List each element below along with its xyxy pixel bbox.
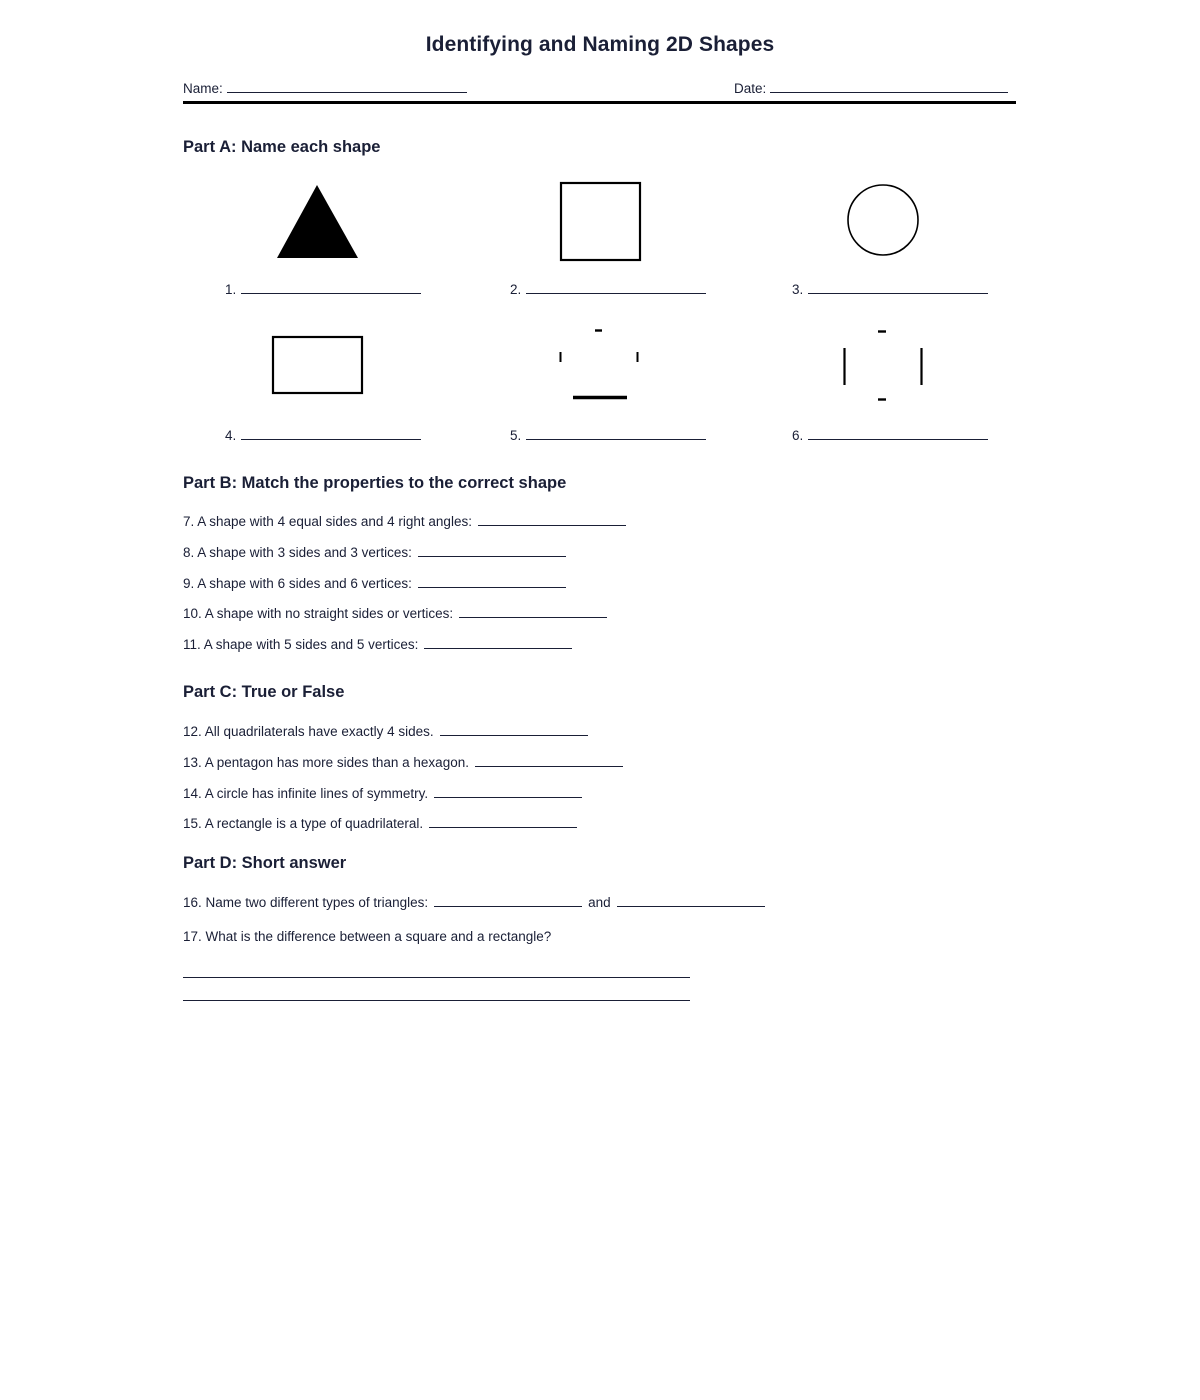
question-blank-10[interactable]: [459, 605, 607, 618]
shape-figure-hexagon: [830, 323, 1030, 413]
answer-number-4: 4.: [225, 428, 237, 443]
answer-blank-3[interactable]: [808, 281, 988, 294]
rectangle-icon: [260, 330, 460, 420]
question-text-15: 15. A rectangle is a type of quadrilateral.: [183, 816, 424, 831]
question-text-9: 9. A shape with 6 sides and 6 vertices:: [183, 576, 412, 591]
answer-blank-6[interactable]: [808, 427, 988, 440]
answer-writing-line-2[interactable]: [183, 1000, 690, 1001]
answer-blank-2[interactable]: [526, 281, 706, 294]
question-text-7: 7. A shape with 4 equal sides and 4 right angles:: [183, 514, 472, 529]
question-item-9: [183, 575, 566, 591]
question-blank-16a[interactable]: [434, 894, 582, 907]
question-item-15: [183, 815, 577, 831]
question-item-13: [183, 754, 623, 770]
question-text-12: 12. All quadrilaterals have exactly 4 sides.: [183, 724, 434, 739]
shape-figure-triangle: [260, 178, 460, 268]
question-item-7: [183, 513, 626, 529]
part-c-heading: Part C: True or False: [183, 683, 345, 701]
question-blank-14[interactable]: [434, 785, 582, 798]
question-blank-16b[interactable]: [617, 894, 765, 907]
question-text-8: 8. A shape with 3 sides and 3 vertices:: [183, 545, 412, 560]
answer-blank-4[interactable]: [241, 427, 421, 440]
shape-figure-circle: [830, 178, 1030, 268]
question-item-8: [183, 544, 566, 560]
question-item-11: [183, 636, 572, 652]
shape-figure-rectangle: [260, 330, 460, 420]
question-blank-12[interactable]: [440, 723, 588, 736]
question-blank-11[interactable]: [424, 636, 572, 649]
part-a-heading: Part A: Name each shape: [183, 138, 381, 156]
shape-figure-pentagon: [545, 323, 745, 413]
answer-slot-1[interactable]: [225, 281, 421, 297]
question-text-11: 11. A shape with 5 sides and 5 vertices:: [183, 637, 419, 652]
question-item-16: [183, 894, 765, 910]
answer-writing-line-1[interactable]: [183, 977, 690, 978]
question-item-17: [183, 929, 557, 944]
date-label: Date:: [734, 81, 767, 96]
answer-blank-1[interactable]: [241, 281, 421, 294]
answer-number-3: 3.: [792, 282, 804, 297]
question-text-14: 14. A circle has infinite lines of symmetry.: [183, 786, 429, 801]
question-item-10: [183, 605, 607, 621]
circle-icon: [830, 178, 1030, 268]
answer-number-1: 1.: [225, 282, 237, 297]
answer-number-6: 6.: [792, 428, 804, 443]
answer-slot-6[interactable]: [792, 427, 988, 443]
square-icon: [545, 178, 745, 268]
part-d-heading: Part D: Short answer: [183, 854, 347, 872]
shape-figure-square: [545, 178, 745, 268]
answer-number-2: 2.: [510, 282, 522, 297]
part-b-heading: Part B: Match the properties to the correct shape: [183, 474, 567, 492]
answer-blank-5[interactable]: [526, 427, 706, 440]
question-text-17: 17. What is the difference between a square and a rectangle?: [183, 929, 552, 944]
answer-slot-4[interactable]: [225, 427, 421, 443]
question-blank-9[interactable]: [418, 575, 566, 588]
question-item-14: [183, 785, 582, 801]
question-blank-7[interactable]: [478, 513, 626, 526]
question-text-13: 13. A pentagon has more sides than a hexagon.: [183, 755, 469, 770]
question-blank-13[interactable]: [475, 754, 623, 767]
answer-slot-3[interactable]: [792, 281, 988, 297]
part-a-shape-grid: [0, 0, 1200, 460]
question-conjunction-16: and: [588, 895, 611, 910]
pentagon-icon: [545, 323, 745, 413]
question-blank-15[interactable]: [429, 815, 577, 828]
question-item-12: [183, 723, 588, 739]
question-blank-8[interactable]: [418, 544, 566, 557]
name-label: Name:: [183, 81, 223, 96]
question-text-10: 10. A shape with no straight sides or vertices:: [183, 606, 454, 621]
hexagon-icon: [830, 323, 1030, 413]
triangle-icon: [260, 178, 460, 268]
answer-number-5: 5.: [510, 428, 522, 443]
answer-slot-2[interactable]: [510, 281, 706, 297]
answer-slot-5[interactable]: [510, 427, 706, 443]
page-title: Identifying and Naming 2D Shapes: [425, 33, 775, 56]
question-text-16: 16. Name two different types of triangles:: [183, 895, 429, 910]
